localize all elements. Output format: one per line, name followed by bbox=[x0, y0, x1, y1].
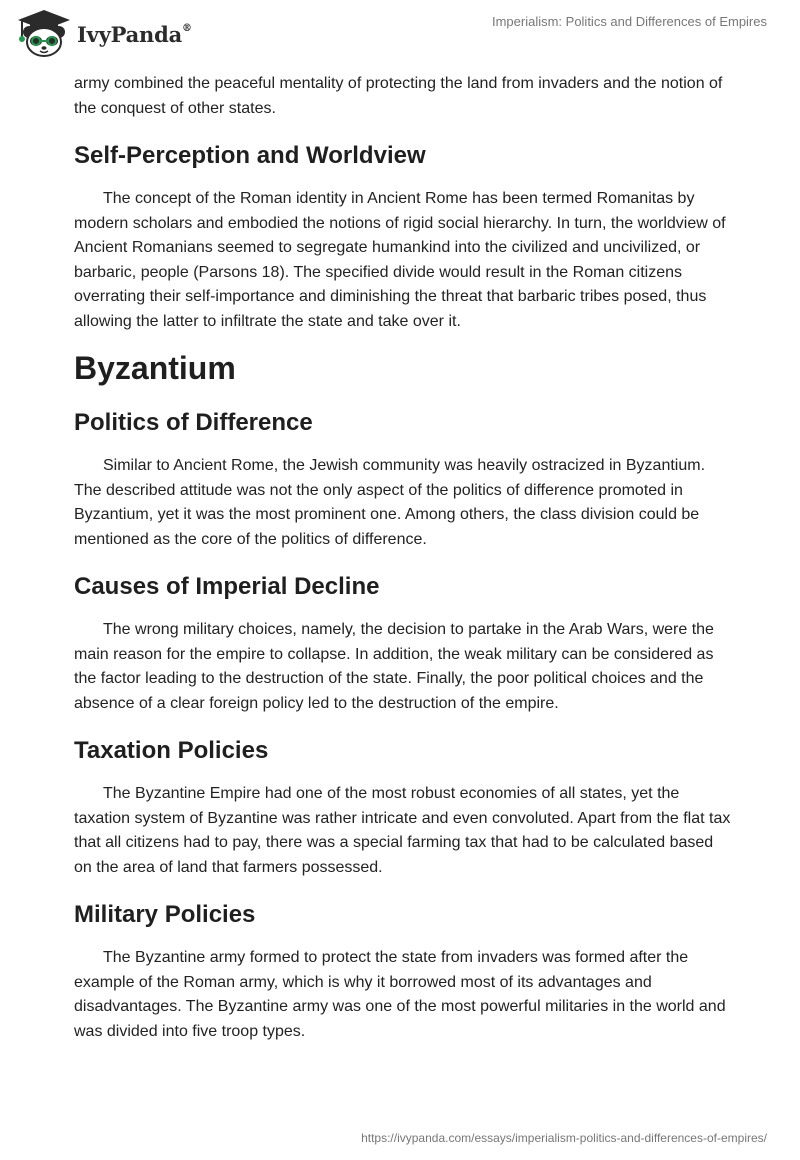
paragraph-self-perception: The concept of the Roman identity in Ancient Rome has been termed Romanitas by modern scholars and embodied the notions of rigid social hierarchy. In turn, the worldview of Ancient Romanians seemed to segregate humankind into the civilized and uncivilized, or barbaric, people (Parsons 18). The specified divide would result in the Roman citizens overrating their self-importance and diminishing the threat that barbaric tribes posed, thus allowing the latter to infiltrate the state and take over it. bbox=[74, 190, 726, 330]
heading-politics-of-difference: Politics of Difference bbox=[74, 409, 313, 436]
registered-mark: ® bbox=[182, 22, 192, 34]
paragraph-causes-of-decline: The wrong military choices, namely, the decision to partake in the Arab Wars, were the main reason for the empire to collapse. In addition, the weak military can be considered as the factor leading to the destruction of the state. Finally, the poor political choices and the absence of a clear foreign policy led to the destruction of the empire. bbox=[74, 621, 714, 712]
panda-graduate-icon bbox=[14, 8, 74, 58]
page-header bbox=[0, 0, 800, 70]
paragraph-taxation-policies: The Byzantine Empire had one of the most robust economies of all states, yet the taxation system of Byzantine was rather intricate and even convoluted. Apart from the flat tax that all citizens had to pay, there was a special farming tax that had to be calculated based on the area of land that farmers possessed. bbox=[74, 785, 731, 876]
heading-taxation-policies: Taxation Policies bbox=[74, 737, 269, 764]
source-url[interactable]: https://ivypanda.com/essays/imperialism-politics-and-differences-of-empires/ bbox=[361, 1131, 767, 1145]
essay-content bbox=[74, 72, 734, 1044]
ivypanda-logo[interactable] bbox=[14, 8, 194, 58]
heading-causes-of-decline: Causes of Imperial Decline bbox=[74, 573, 380, 600]
paragraph-politics-of-difference: Similar to Ancient Rome, the Jewish community was heavily ostracized in Byzantium. The described attitude was not the only aspect of the politics of difference promoted in Byzantium, yet it was the most prominent one. Among others, the class division could be mentioned as the core of the politics of difference. bbox=[74, 457, 706, 548]
document-title: Imperialism: Politics and Differences of Empires bbox=[491, 14, 767, 29]
intro-paragraph: army combined the peaceful mentality of protecting the land from invaders and the notion of the conquest of other states. bbox=[74, 75, 723, 117]
paragraph-military-policies: The Byzantine army formed to protect the state from invaders was formed after the example of the Roman army, which is why it borrowed most of its advantages and disadvantages. The Byzantine army was one of the most powerful militaries in the world and was divided into five troop types. bbox=[74, 949, 726, 1040]
heading-byzantium: Byzantium bbox=[74, 350, 236, 386]
heading-self-perception: Self-Perception and Worldview bbox=[74, 142, 426, 169]
brand-name: IvyPanda® bbox=[77, 21, 192, 47]
heading-military-policies: Military Policies bbox=[74, 901, 256, 928]
